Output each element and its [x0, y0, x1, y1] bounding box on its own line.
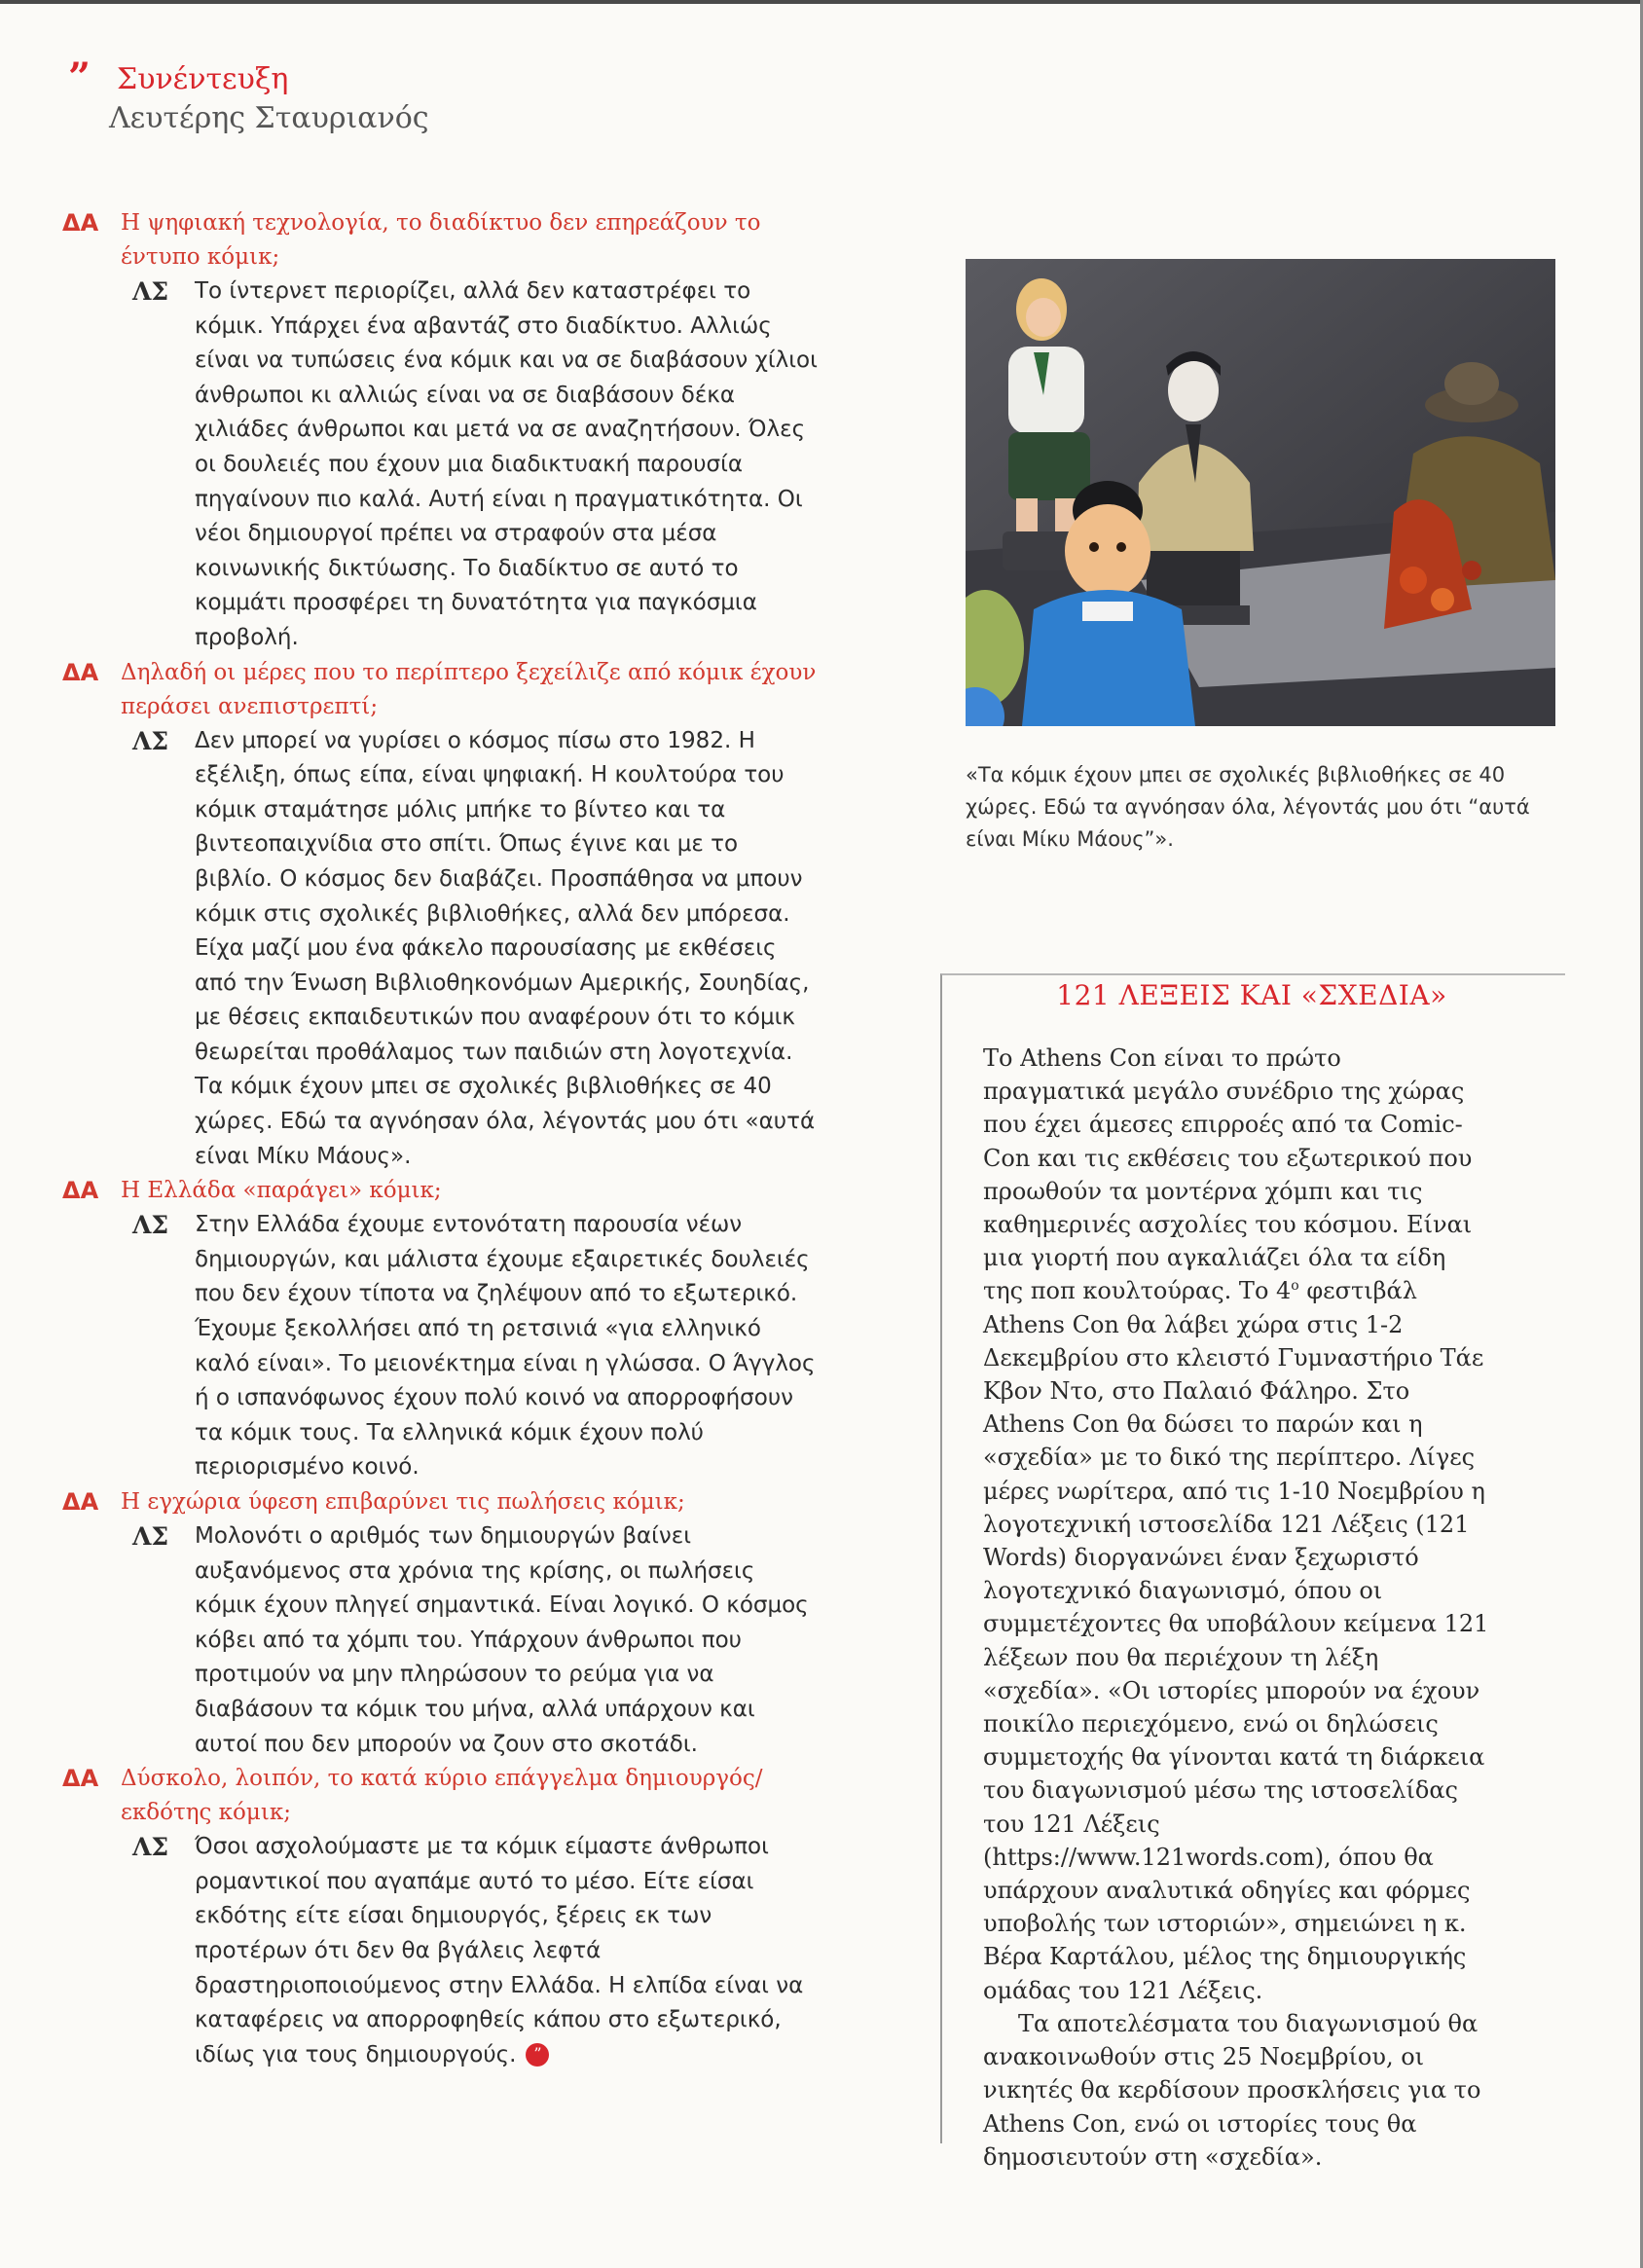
figurines-illustration — [966, 259, 1555, 726]
answer-paragraph: Το ίντερνετ περιορίζει, αλλά δεν καταστρέφει το κόμικ. Υπάρχει ένα αβαντάζ στο διαδίκτυο. Αλλιώς είναι να τυπώσεις ένα κόμικ και να σε διαβάσουν χίλιοι άνθρωποι κι αλλιώς είναι να σε διαβάσουν δέκα χιλιάδες άνθρωποι και μετά να σε αναζητήσουν. Όλες οι δουλειές που έχουν μια διαδικτυακή παρουσία πηγαίνουν πιο καλά. Αυτή είναι η πραγματικότητα. Οι νέοι δημιουργοί πρέπει να στραφούν στα μέσα κοινωνικής δικτύωσης. Το διαδίκτυο σε αυτό το κομμάτι προσφέρει τη δυνατότητα για παγκόσμια προβολή. — [195, 278, 818, 650]
sidebar-text-part: Το Athens Con είναι το πρώτο πραγματικά μεγάλο συνέδριο της χώρας που έχει άμεσες επιρροές από τα Comic-Con και τις εκθέσεις του εξωτερικού που προωθούν τα μοντέρνα χόμπι και τις καθημερινές ασχολίες του κόσμου. Είναι μια γιορτή που αγκαλιάζει όλα τα είδη της ποπ κουλτούρας. Το 4 — [983, 1044, 1473, 1305]
author-name: Λευτέρης Σταυριανός — [109, 101, 429, 135]
question — [62, 1485, 822, 1519]
quote-mark-icon: ” — [68, 55, 91, 100]
sidebar-paragraph: Τα αποτελέσματα του διαγωνισμού θα ανακοινωθούν στις 25 Νοεμβρίου, οι νικητές θα κερδίσουν προσκλήσεις για το Athens Con, ενώ οι ιστορίες τους θα δημοσιευτούν στη «σχεδία». — [983, 2009, 1481, 2171]
interview-column — [62, 206, 822, 2072]
sidebar-text — [983, 1042, 1489, 2174]
interviewee-tag: ΛΣ — [132, 1211, 169, 1240]
superscript: ο — [1291, 1278, 1299, 1295]
question-text: Η Ελλάδα «παράγει» κόμικ; — [121, 1178, 442, 1204]
figurines-photo — [966, 259, 1555, 726]
section-title: Συνέντευξη — [117, 62, 289, 96]
sidebar-title: 121 ΛΕΞΕΙΣ ΚΑΙ «ΣΧΕΔΙΑ» — [1056, 979, 1447, 1011]
interviewer-tag: ΔΑ — [62, 209, 99, 237]
interviewee-tag: ΛΣ — [132, 1522, 169, 1551]
answer — [62, 274, 822, 656]
answer — [62, 1830, 822, 2072]
question-text: Δύσκολο, λοιπόν, το κατά κύριο επάγγελμα δημιουργός/εκδότης κόμικ; — [121, 1766, 763, 1826]
answer-paragraph: Δεν μπορεί να γυρίσει ο κόσμος πίσω στο 1982. Η εξέλιξη, όπως είπα, είναι ψηφιακή. Η κουλτούρα του κόμικ σταμάτησε μόλις μπήκε το βίντεο και τα βιντεοπαιχνίδια στο σπίτι. Όπως έγινε και με το βιβλίο. Ο κόσμος δεν διαβάζει. Προσπάθησα να μπουν κόμικ στις σχολικές βιβλιοθήκες, αλλά δεν μπόρεσα. — [195, 727, 803, 927]
answer — [62, 1208, 822, 1485]
interviewer-tag: ΔΑ — [62, 1488, 99, 1516]
answer-text: Όσοι ασχολούμαστε με τα κόμικ είμαστε άνθρωποι ρομαντικοί που αγαπάμε αυτό το μέσο. Είτε είσαι εκδότης είτε είσαι δημιουργός, ξέρεις εκ των προτέρων ότι δεν θα βγάλεις λεφτά δραστηριοποιούμενος στην Ελλάδα. Η ελπίδα είναι να καταφέρεις να απορροφηθείς κάπου στο εξωτερικό, ιδίως για τους δημιουργούς. — [195, 1834, 804, 2067]
question-text: Δηλαδή οι μέρες που το περίπτερο ξεχείλιζε από κόμικ έχουν περάσει ανεπιστρεπτί; — [121, 659, 817, 719]
end-of-article-icon: ” — [526, 2043, 549, 2067]
question — [62, 1762, 822, 1830]
interviewer-tag: ΔΑ — [62, 1177, 99, 1205]
answer-paragraph — [195, 1830, 822, 2072]
question — [62, 1174, 822, 1208]
interviewer-tag: ΔΑ — [62, 1765, 99, 1793]
sidebar-paragraph — [983, 1042, 1489, 2007]
question — [62, 206, 822, 274]
interviewer-tag: ΔΑ — [62, 658, 99, 686]
answer — [62, 1519, 822, 1762]
question-text: Η εγχώρια ύφεση επιβαρύνει τις πωλήσεις κόμικ; — [121, 1489, 685, 1515]
answer — [62, 724, 822, 1175]
question-text: Η ψηφιακή τεχνολογία, το διαδίκτυο δεν επηρεάζουν το έντυπο κόμικ; — [121, 210, 761, 270]
answer-paragraph: Μολονότι ο αριθμός των δημιουργών βαίνει αυξανόμενος στα χρόνια της κρίσης, οι πωλήσεις κόμικ έχουν πληγεί σημαντικά. Είναι λογικό. Ο κόσμος κόβει από τα χόμπι του. Υπάρχουν άνθρωποι που προτιμούν να μην πληρώσουν το ρεύμα για να διαβάσουν τα κόμικ του μήνα, αλλά υπάρχουν και αυτοί που δεν μπορούν να ζουν στο σκοτάδι. — [195, 1523, 809, 1757]
question — [62, 656, 822, 724]
interviewee-tag: ΛΣ — [132, 726, 169, 755]
interviewee-tag: ΛΣ — [132, 1833, 169, 1862]
answer-paragraph: Στην Ελλάδα έχουμε εντονότατη παρουσία νέων δημιουργών, και μάλιστα έχουμε εξαιρετικές δουλειές που δεν έχουν τίποτα να ζηλέψουν από το εξωτερικό. Έχουμε ξεκολλήσει από τη ρετσινιά «για ελληνικό καλό είναι». Το μειονέκτημα είναι η γλώσσα. Ο Άγγλος ή ο ισπανόφωνος έχουν πολύ κοινό να απορροφήσουν τα κόμικ τους. Τα ελληνικά κόμικ έχουν πολύ περιορισμένο κοινό. — [195, 1212, 816, 1481]
top-rule — [0, 0, 1643, 4]
interviewee-tag: ΛΣ — [132, 277, 169, 306]
sidebar-text-part: φεστιβάλ Athens Con θα λάβει χώρα στις 1-2 Δεκεμβρίου στο κλειστό Γυμναστήριο Τάε Κβον Ντο, στο Παλαιό Φάληρο. Στο Athens Con θα δώσει το παρών και η «σχεδία» με το δικό της περίπτερο. Λίγες μέρες νωρίτερα, από τις 1-10 Νοεμβρίου η λογοτεχνική ιστοσελίδα 121 Λέξεις (121 Words) διοργανώνει έναν ξεχωριστό λογοτεχνικό διαγωνισμό, όπου οι συμμετέχοντες θα υποβάλουν κείμενα 121 λέξεων που θα περιέχουν τη λέξη «σχεδία». «Οι ιστορίες μπορούν να έχουν ποικίλο περιεχόμενο, ενώ οι δηλώσεις συμμετοχής θα γίνονται κατά τη διάρκεια του διαγωνισμού μέσω της ιστοσελίδας του 121 Λέξεις (https://www.121words.com), όπου θα υπάρχουν αναλυτικά οδηγίες και φόρμες υποβολής των ιστοριών», σημειώνει η κ. Βέρα Καρτάλου, μέλος της δημιουργικής ομάδας του 121 Λέξεις. — [983, 1277, 1489, 2004]
photo-caption: «Τα κόμικ έχουν μπει σε σχολικές βιβλιοθήκες σε 40 χώρες. Εδώ τα αγνόησαν όλα, λέγοντάς μου ότι “αυτά είναι Μίκυ Μάους”». — [966, 763, 1530, 851]
answer-paragraph: Είχα μαζί μου ένα φάκελο παρουσίασης με εκθέσεις από την Ένωση Βιβλιοθηκονόμων Αμερικής, Σουηδίας, με θέσεις εκπαιδευτικών που αναφέρουν ότι το κόμικ θεωρείται προθάλαμος των παιδιών στη λογοτεχνία. Τα κόμικ έχουν μπει σε σχολικές βιβλιοθήκες σε 40 χώρες. Εδώ τα αγνόησαν όλα, λέγοντάς μου ότι «αυτά είναι Μίκυ Μάους». — [195, 935, 816, 1169]
